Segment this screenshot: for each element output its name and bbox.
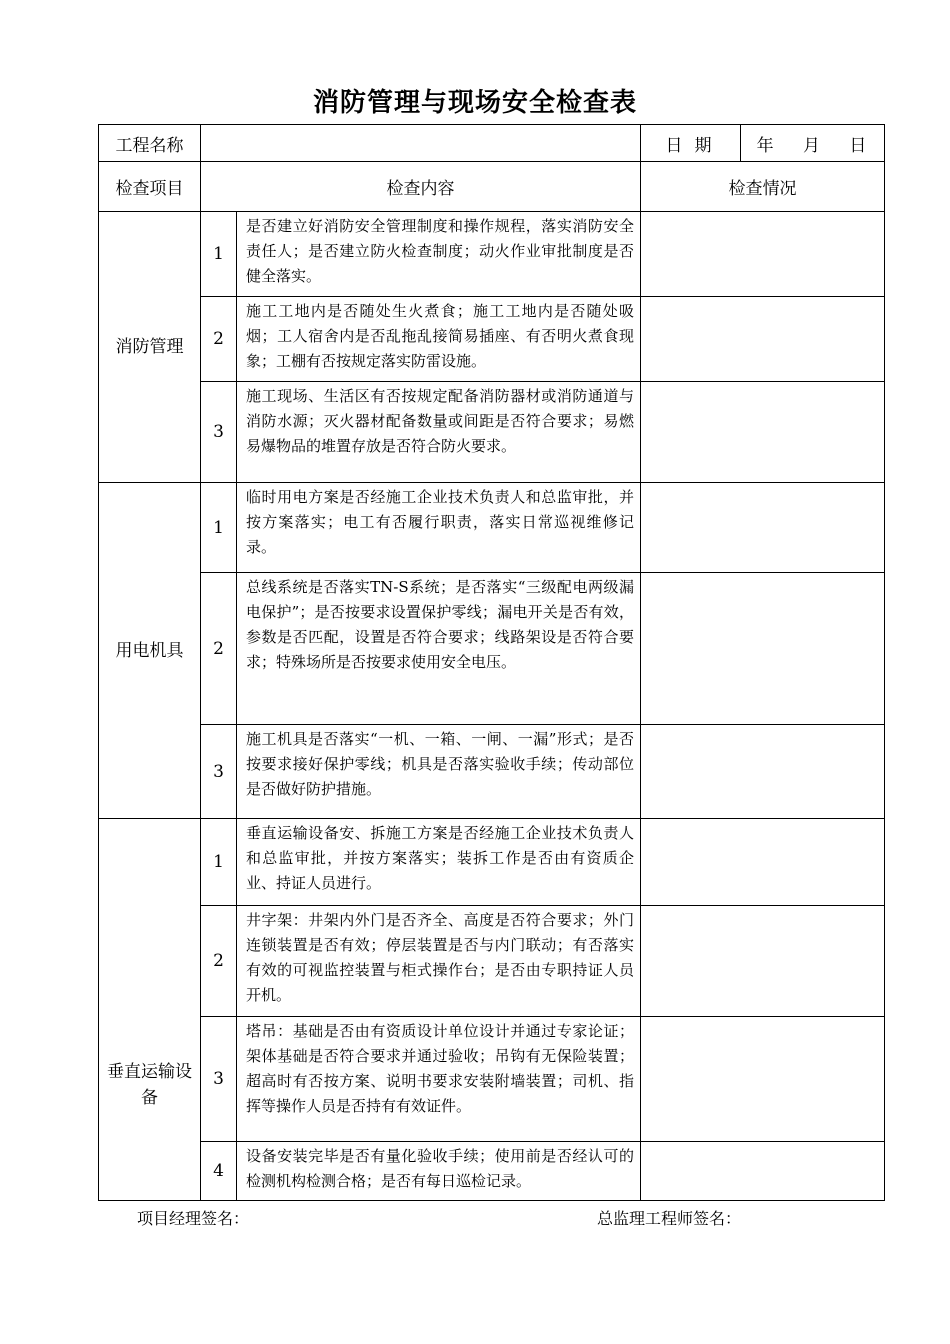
check-status-cell[interactable] xyxy=(641,1142,885,1201)
check-status-cell[interactable] xyxy=(641,819,885,906)
row-number: 2 xyxy=(201,573,237,725)
check-content: 设备安装完毕是否有量化验收手续；使用前是否经认可的检测机构检测合格；是否有每日巡检记录。 xyxy=(237,1142,641,1201)
check-content: 是否建立好消防安全管理制度和操作规程，落实消防安全责任人；是否建立防火检查制度；动火作业审批制度是否健全落实。 xyxy=(237,212,641,297)
row-number: 2 xyxy=(201,906,237,1017)
check-content: 井字架：井架内外门是否齐全、高度是否符合要求；外门连锁装置是否有效；停层装置是否与内门联动；有否落实有效的可视监控装置与柜式操作台；是否由专职持证人员开机。 xyxy=(237,906,641,1017)
check-status-cell[interactable] xyxy=(641,212,885,297)
date-label: 日期 xyxy=(641,125,741,162)
table-row xyxy=(99,382,885,483)
row-number: 1 xyxy=(201,483,237,573)
row-number: 4 xyxy=(201,1142,237,1201)
inspection-table xyxy=(98,124,885,1201)
check-content: 总线系统是否落实TN-S系统；是否落实“三级配电两级漏电保护”；是否按要求设置保护零线；漏电开关是否有效，参数是否匹配，设置是否符合要求；线路架设是否符合要求；特殊场所是否按要求使用安全电压。 xyxy=(237,573,641,725)
table-row xyxy=(99,1142,885,1201)
table-row xyxy=(99,297,885,382)
chief-engineer-signature-label: 总监理工程师签名： xyxy=(597,1209,742,1228)
row-number: 3 xyxy=(201,382,237,483)
col-header-status: 检查情况 xyxy=(641,162,885,212)
column-header-row xyxy=(99,162,885,212)
table-row xyxy=(99,573,885,725)
table-row xyxy=(99,906,885,1017)
check-status-cell[interactable] xyxy=(641,573,885,725)
check-content: 垂直运输设备安、拆施工方案是否经施工企业技术负责人和总监审批，并按方案落实；装拆工作是否由有资质企业、持证人员进行。 xyxy=(237,819,641,906)
category-fire-management: 消防管理 xyxy=(99,212,201,483)
row-number: 1 xyxy=(201,819,237,906)
check-content: 临时用电方案是否经施工企业技术负责人和总监审批，并按方案落实；电工有否履行职责，落实日常巡视维修记录。 xyxy=(237,483,641,573)
table-row xyxy=(99,725,885,819)
check-status-cell[interactable] xyxy=(641,725,885,819)
date-field[interactable]: 年 月 日 xyxy=(741,125,885,162)
page-title: 消防管理与现场安全检查表 xyxy=(312,88,637,118)
col-header-item: 检查项目 xyxy=(99,162,201,212)
row-number: 2 xyxy=(201,297,237,382)
check-status-cell[interactable] xyxy=(641,1017,885,1142)
check-content: 塔吊：基础是否由有资质设计单位设计并通过专家论证；架体基础是否符合要求并通过验收；吊钩有无保险装置；超高时有否按方案、说明书要求安装附墙装置；司机、指挥等操作人员是否持有有效证件。 xyxy=(237,1017,641,1142)
table-row xyxy=(99,483,885,573)
category-electrical-equipment: 用电机具 xyxy=(99,483,201,819)
check-content: 施工机具是否落实“一机、一箱、一闸、一漏”形式；是否按要求接好保护零线；机具是否落实验收手续；传动部位是否做好防护措施。 xyxy=(237,725,641,819)
table-row xyxy=(99,819,885,906)
check-content: 施工工地内是否随处生火煮食；施工工地内是否随处吸烟；工人宿舍内是否乱拖乱接简易插座、有否明火煮食现象；工棚有否按规定落实防雷设施。 xyxy=(237,297,641,382)
row-number: 3 xyxy=(201,725,237,819)
check-content: 施工现场、生活区有否按规定配备消防器材或消防通道与消防水源；灭火器材配备数量或间距是否符合要求；易燃易爆物品的堆置存放是否符合防火要求。 xyxy=(237,382,641,483)
check-status-cell[interactable] xyxy=(641,483,885,573)
row-number: 1 xyxy=(201,212,237,297)
table-row xyxy=(99,212,885,297)
check-status-cell[interactable] xyxy=(641,906,885,1017)
project-name-field[interactable] xyxy=(201,125,641,162)
col-header-content: 检查内容 xyxy=(201,162,641,212)
category-vertical-transport: 垂直运输设备 xyxy=(99,819,201,1201)
check-status-cell[interactable] xyxy=(641,297,885,382)
table-row xyxy=(99,1017,885,1142)
check-status-cell[interactable] xyxy=(641,382,885,483)
project-name-label: 工程名称 xyxy=(99,125,201,162)
pm-signature-label: 项目经理签名： xyxy=(137,1209,250,1228)
row-number: 3 xyxy=(201,1017,237,1142)
header-row xyxy=(99,125,885,162)
